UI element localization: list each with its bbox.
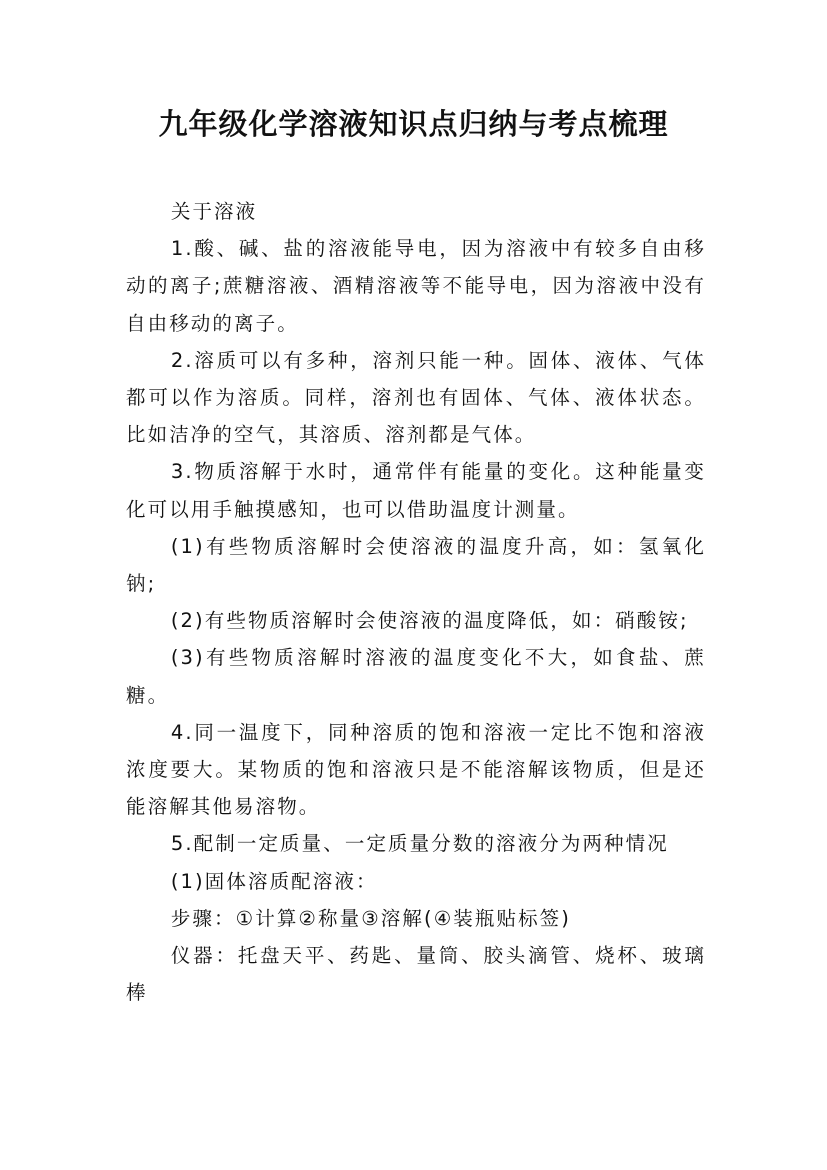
paragraph: 3.物质溶解于水时，通常伴有能量的变化。这种能量变化可以用手触摸感知，也可以借助温度计测量。 <box>126 460 706 521</box>
paragraph: 步骤：①计算②称量③溶解(④装瓶贴标签) <box>170 906 571 930</box>
paragraph: 4.同一温度下，同种溶质的饱和溶液一定比不饱和溶液浓度要大。某物质的饱和溶液只是不能溶解该物质，但是还能溶解其他易溶物。 <box>126 720 706 819</box>
paragraph: 5.配制一定质量、一定质量分数的溶液分为两种情况 <box>170 832 669 856</box>
paragraph-heading: 关于溶液 <box>170 200 258 223</box>
paragraph: 1.酸、碱、盐的溶液能导电，因为溶液中有较多自由移动的离子;蔗糖溶液、酒精溶液等不能导电，因为溶液中没有自由移动的离子。 <box>126 237 706 335</box>
paragraph: 2.溶质可以有多种，溶剂只能一种。固体、液体、气体都可以作为溶质。同样，溶剂也有固体、气体、液体状态。比如洁净的空气，其溶质、溶剂都是气体。 <box>126 348 706 447</box>
paragraph: 仪器：托盘天平、药匙、量筒、胶头滴管、烧杯、玻璃棒 <box>126 944 706 1005</box>
paragraph: (1)有些物质溶解时会使溶液的温度升高，如：氢氧化钠; <box>126 534 706 596</box>
document-body <box>126 193 706 1011</box>
paragraph: (2)有些物质溶解时会使溶液的温度降低，如：硝酸铵; <box>170 609 689 633</box>
document-title: 九年级化学溶液知识点归纳与考点梳理 <box>158 107 669 141</box>
paragraph: (3)有些物质溶解时溶液的温度变化不大，如食盐、蔗糖。 <box>126 646 706 707</box>
paragraph: (1)固体溶质配溶液： <box>170 869 378 893</box>
